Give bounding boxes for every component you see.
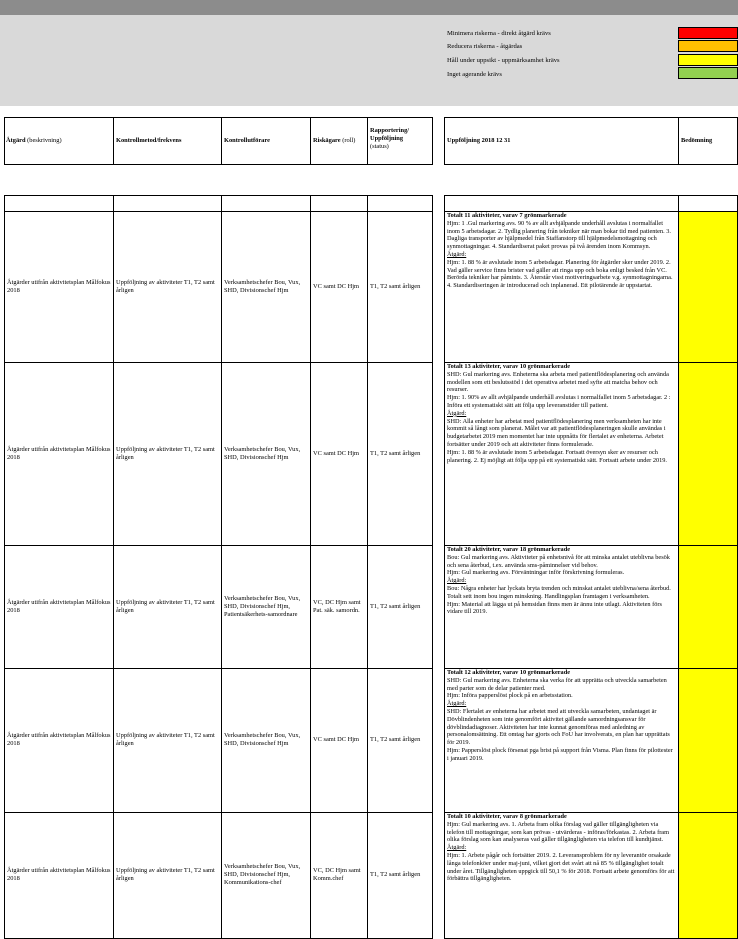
followup-action-text: Hjm: 1. Arbete pågår och fortsätter 2019. 2. Leveransproblem för ny leverantör orsakade långa telefonköer under maj-juni, vilket gjort det svårt att nå 85 % tillgänglighet totalt under året. Tillgängligheten uppgick till 50,1 % för 2018. Fortsatt arbete genomförs för att förbättra tillgängligheten. (447, 851, 675, 883)
atgard-cell-text: Åtgärder utifrån aktivitetsplan Målfokus 2018 (7, 598, 111, 614)
atgard-cell (7, 211, 111, 362)
followup-summary: Totalt 13 aktiviteter, varav 10 grönmarkerade (447, 363, 571, 370)
rapport-cell-text: T1, T2 samt årligen (370, 602, 421, 610)
followup-text: SHD: Gul markering avs. Enheterna ska arbeta med patientflödesplanering och använda modellen som ett beslutsstöd i det operativa arbetet med syfte att matcha behov och resurser. Hjm: 1. 90% av allt avhjälpande underhåll avslutas i normalfallet inom 5 arbetsdagar. 2 : Införa ett systematiskt sätt att följa upp leveranstider till patient. (447, 370, 671, 409)
rapport-cell-text: T1, T2 samt årligen (370, 449, 421, 457)
rapport-cell (370, 668, 431, 812)
rapport-cell (370, 545, 431, 668)
metod-cell (116, 545, 219, 668)
utforare-cell-text: Verksamhetschefer Bou, Vux, SHD, Divisionschef Hjm (224, 445, 301, 461)
riskagare-cell (313, 211, 365, 362)
riskagare-cell-text: VC samt DC Hjm (313, 282, 359, 290)
riskagare-cell-text: VC, DC Hjm samt Pat. säk. samordn. (313, 598, 361, 614)
rapport-cell-text: T1, T2 samt årligen (370, 736, 421, 743)
legend-label-green: Inget agerande krävs (447, 71, 502, 78)
legend-label-orange: Reducera riskerna - åtgärdas (447, 43, 523, 50)
right-empty-row (444, 195, 738, 212)
utforare-cell-text: Verksamhetschefer Bou, Vux, SHD, Divisionschef Hjm (224, 278, 301, 294)
header-kontrollmetod: Kontrollmetod/frekvens (116, 137, 182, 144)
top-bar (0, 0, 738, 15)
followup-summary: Totalt 11 aktiviteter, varav 7 grönmarkerade (447, 212, 567, 219)
utforare-cell (224, 812, 308, 938)
metod-cell-text: Uppföljning av aktiviteter T1, T2 samt årligen (116, 732, 215, 747)
followup-cell (445, 362, 678, 545)
followup-text: Bou: Gul markering avs. Aktiviteter på enhetsnivå för att minska antalet uteblivna besök och sena återbud, t.ex. använda sms-påminnelser vid behov. Hjm: Gul markering avs. Förväntningar inför förskrivning formuleras. (447, 553, 670, 577)
followup-summary: Totalt 12 aktiviteter, varav 10 grönmarkerade (447, 669, 571, 676)
atgard-cell (7, 668, 111, 812)
followup-action-text: SHD: Flertalet av enheterna har arbetet med att utveckla samarbeten, undantaget är Dövblindenheten som inte genomfört aktivitet gällande samordningsansvar för dövblindadiagnoser. Aktiviteten har inte kunnat genomföras med anledning av personalomsättning. Ett omtag har gjorts och FoU har involverats, en plan har upprättats för 2019. Hjm: Papperslöst plock försenat pga brist på support från Visma. Plan finns för pilottester i januari 2019. (447, 707, 673, 762)
followup-atgard-label: Åtgärd: (447, 700, 467, 708)
atgard-cell-text: Åtgärder utifrån aktivitetsplan Målfokus 2018 (7, 732, 111, 747)
followup-atgard-label: Åtgärd: (447, 250, 467, 258)
legend-swatch-yellow (678, 54, 738, 66)
header-riskagare: Riskägare (roll) (313, 137, 356, 144)
rapport-cell-text: T1, T2 samt årligen (370, 282, 421, 290)
rapport-cell-text: T1, T2 samt årligen (370, 871, 421, 878)
header-rapportering: Rapportering/ Uppföljning (status) (370, 127, 410, 150)
metod-cell-text: Uppföljning av aktiviteter T1, T2 samt årligen (116, 598, 215, 614)
header-kontrollutforare: Kontrollutförare (224, 137, 270, 144)
followup-cell (445, 211, 678, 362)
atgard-cell-text: Åtgärder utifrån aktivitetsplan Målfokus 2018 (7, 278, 111, 294)
atgard-cell (7, 812, 111, 938)
header-bedomning: Bedömning (681, 137, 713, 144)
legend-swatch-green (678, 67, 738, 79)
metod-cell (116, 668, 219, 812)
metod-cell-text: Uppföljning av aktiviteter T1, T2 samt årligen (116, 278, 215, 294)
utforare-cell (224, 545, 308, 668)
followup-cell (445, 668, 678, 812)
left-empty-row (4, 195, 433, 212)
followup-summary: Totalt 20 aktiviteter, varav 18 grönmarkerade (447, 546, 571, 553)
riskagare-cell (313, 812, 365, 938)
riskagare-cell (313, 362, 365, 545)
riskagare-cell-text: VC samt DC Hjm (313, 736, 359, 743)
followup-atgard-label: Åtgärd: (447, 409, 467, 417)
utforare-cell (224, 668, 308, 812)
followup-text: Hjm: Gul markering avs. 1. Arbeta fram olika förslag vad gäller tillgängligheten via telefon till mottagningar, som kan prövas - utvärderas - införas/förkastas. 2. Arbeta fram olika förslag som kan analyseras vad gäller tillgängligheten via telefon till kundtjänst. (447, 820, 669, 844)
riskagare-cell (313, 545, 365, 668)
metod-cell-text: Uppföljning av aktiviteter T1, T2 samt årligen (116, 867, 215, 882)
followup-text: Hjm: 1 .Gul markering avs. 90 % av allt avhjälpande underhåll avslutas i normalfallet inom 5 arbetsdagar. 2. Tydlig planering från tekniker när man bokar tid med patienten. 3. Dagliga transporter av hjälpmedel från Staffanstorp till hjälpmedelsmottagning och synmottagningar. 4. Standardiserat paket provas på två ärenden inom Kommsyn. (447, 219, 671, 251)
riskagare-cell-text: VC, DC Hjm samt Komm.chef (313, 867, 361, 882)
followup-action-text: Hjm: 1. 88 % är avslutade inom 5 arbetsdagar. Planering för åtgärder sker under 2019. 2. Vad gäller service finns brister vad gäller att ringa upp och boka enligt besked från VC. Berörda tekniker har påmints. 3. Återstår visst motiveringsarbete v.g. synmottagningarna. 4. Standardiseringen är introducerad och inplanerad. Ett pilotärende är uppstartat. (447, 258, 673, 290)
followup-cell (445, 545, 678, 668)
metod-cell (116, 362, 219, 545)
assessment-yellow-cell (678, 545, 738, 669)
legend-panel (0, 15, 738, 106)
atgard-cell (7, 545, 111, 668)
legend-label-red: Minimera riskerna - direkt åtgärd krävs (447, 30, 551, 37)
followup-text: SHD: Gul markering avs. Enheterna ska verka för att upprätta och utveckla samarbeten med parter som de delar patienter med. Hjm: Införa papperslöst plock på en arbetsstation. (447, 676, 667, 700)
riskagare-cell-text: VC samt DC Hjm (313, 449, 359, 457)
rapport-cell (370, 211, 431, 362)
assessment-yellow-cell (678, 668, 738, 813)
utforare-cell-text: Verksamhetschefer Bou, Vux, SHD, Divisionschef Hjm, Patientsäkerhets-samordnare (224, 594, 301, 618)
metod-cell (116, 211, 219, 362)
assessment-yellow-cell (678, 362, 738, 546)
legend-label-yellow: Håll under uppsikt - uppmärksamhet krävs (447, 57, 560, 64)
legend-swatch-red (678, 27, 738, 39)
followup-cell (445, 812, 678, 938)
followup-action-text: SHD: Alla enheter har arbetat med patientflödesplanering men verksamheten har inte kommit så långt som planerat. Målet var att patientflödesplaneringen skulle användas i budgetarbetet 2019 men momentet har inte uppnåtts för flertalet av enheterna. Arbetet fortsätter under 2019 och att aktiviteter finns formulerade. Hjm: 1. 88 % är avslutade inom 5 arbetsdagar. Fortsatt översyn sker av resurser och planering. 2. Ej möjligt att följa upp på ett systematiskt sätt. Fortsatt arbete under 2019. (447, 417, 667, 464)
assessment-yellow-cell (678, 812, 738, 939)
utforare-cell-text: Verksamhetschefer Bou, Vux, SHD, Divisionschef Hjm, Kommunikations-chef (224, 863, 301, 886)
header-atgard: Åtgärd (beskrivning) (6, 137, 62, 144)
followup-atgard-label: Åtgärd: (447, 577, 467, 585)
rapport-cell (370, 362, 431, 545)
followup-action-text: Bou: Några enheter har lyckats bryta trenden och minskat antalet uteblivna/sena återbud. Totalt sett inom bou ingen minskning. Handlingsplan framtagen i verksamheten. Hjm: Material att lägga ut på hemsidan finns men är ännu inte utlagt. Aktiviteten förs vidare till 2019. (447, 584, 671, 616)
atgard-cell (7, 362, 111, 545)
header-uppfoljning: Uppföljning 2018 12 31 (447, 137, 511, 144)
utforare-cell (224, 211, 308, 362)
atgard-cell-text: Åtgärder utifrån aktivitetsplan Målfokus 2018 (7, 867, 111, 882)
riskagare-cell (313, 668, 365, 812)
assessment-yellow-cell (678, 211, 738, 363)
atgard-cell-text: Åtgärder utifrån aktivitetsplan Målfokus 2018 (7, 445, 111, 461)
followup-summary: Totalt 10 aktiviteter, varav 8 grönmarkerade (447, 813, 567, 820)
rapport-cell (370, 812, 431, 938)
followup-atgard-label: Åtgärd: (447, 844, 467, 852)
utforare-cell (224, 362, 308, 545)
legend-swatch-orange (678, 40, 738, 52)
metod-cell (116, 812, 219, 938)
utforare-cell-text: Verksamhetschefer Bou, Vux, SHD, Divisionschef Hjm (224, 732, 301, 747)
metod-cell-text: Uppföljning av aktiviteter T1, T2 samt årligen (116, 445, 215, 461)
